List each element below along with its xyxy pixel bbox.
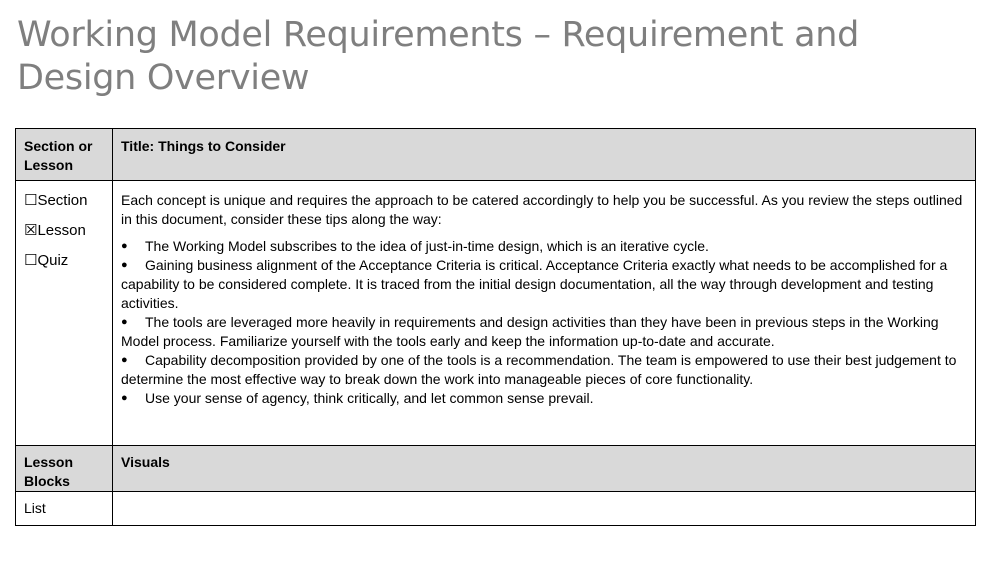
bullet-icon: ● [121,316,128,328]
page-title: Working Model Requirements – Requirement and Design Overview [17,15,860,98]
bullet-icon: ● [121,392,128,404]
table-header-row [16,129,976,181]
tip-item [121,351,967,389]
lesson-blocks-row [16,492,976,526]
option-lesson[interactable] [24,221,104,251]
tip-text: Capability decomposition provided by one of the tools is a recommendation. The team is empowered to use their best judgement to determine the most effective way to break down the work into manageable pieces of core functionality. [121,352,957,387]
quiz-label: Quiz [37,252,69,269]
bullet-icon: ● [121,354,128,366]
table-content-row [16,181,976,446]
section-checkbox-icon[interactable]: ☐ [24,192,38,209]
tip-item [121,389,967,408]
tip-text: The Working Model subscribes to the idea of just-in-time design, which is an iterative cycle. [145,238,709,254]
content-cell [113,181,976,446]
quiz-checkbox-icon[interactable]: ☐ [24,252,38,269]
type-options-list [24,191,104,281]
tips-list [121,237,967,408]
lesson-label: Lesson [37,222,86,239]
visuals-header: Visuals [113,446,976,492]
tip-text: Use your sense of agency, think critically, and let common sense prevail. [145,390,594,406]
section-or-lesson-header: Section or Lesson [16,129,113,181]
tip-item [121,237,967,256]
title-header: Title: Things to Consider [113,129,976,181]
tip-item [121,313,967,351]
tip-text: Gaining business alignment of the Acceptance Criteria is critical. Acceptance Criteria exactly what needs to be accomplished for a capability to be considered complete. It is traced from the initial design documentation, all the way through development and testing activities. [121,257,948,311]
option-section[interactable] [24,191,104,221]
lesson-table [15,128,976,526]
tip-item [121,256,967,313]
lesson-blocks-header: Lesson Blocks [16,446,113,492]
visuals-cell [113,492,976,526]
block-type-cell: List [16,492,113,526]
intro-paragraph: Each concept is unique and requires the approach to be catered accordingly to help you be successful. As you review the steps outlined in this document, consider these tips along the way: [121,192,963,227]
type-options-cell [16,181,113,446]
section-label: Section [37,192,88,209]
tip-text: The tools are leveraged more heavily in requirements and design activities than they have been in previous steps in the Working Model process. Familiarize yourself with the tools early and keep the information up-to-date and accurate. [121,314,939,349]
option-quiz[interactable] [24,251,104,281]
lesson-checkbox-icon[interactable]: ☒ [24,222,38,239]
bullet-icon: ● [121,240,128,252]
lesson-blocks-header-row [16,446,976,492]
bullet-icon: ● [121,259,128,271]
